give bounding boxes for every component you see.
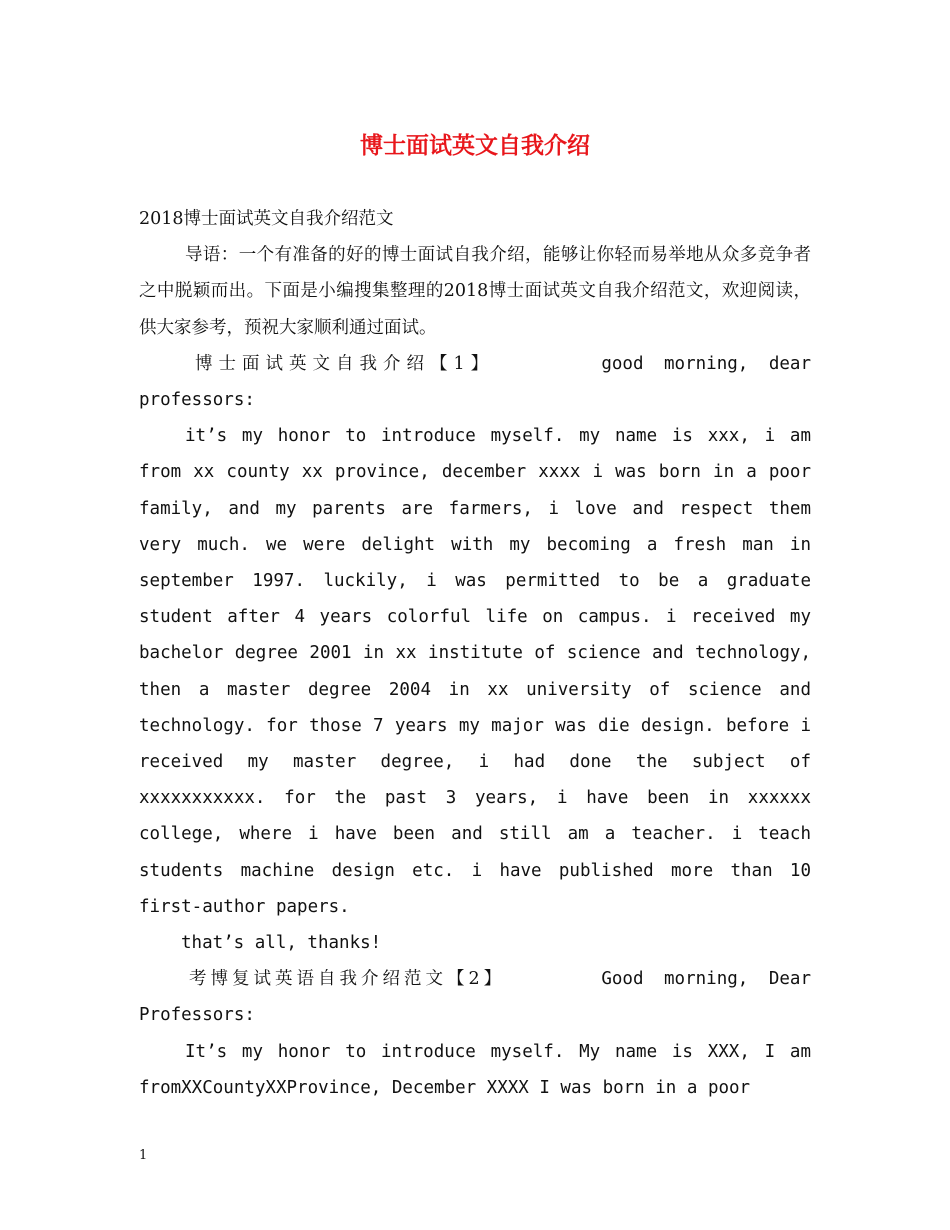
document-subtitle: 2018博士面试英文自我介绍范文 (139, 209, 394, 229)
section-2-body: It’s my honor to introduce myself. My name is XXX, I am fromXXCountyXXProvince, December XXXX I was born in a poor (139, 1041, 811, 1098)
section-2-greeting: Good morning, Dear (601, 969, 811, 990)
section-1-heading-line (139, 346, 811, 382)
section-1-greeting: good morning, dear (601, 353, 811, 374)
document-title: 博士面试英文自我介绍 (360, 132, 590, 159)
section-2-heading: 考博复试英语自我介绍范文【2】 (189, 969, 506, 990)
intro-paragraph: 导语：一个有准备的好的博士面试自我介绍，能够让你轻而易举地从众多竞争者之中脱颖而出。下面是小编搜集整理的2018博士面试英文自我介绍范文，欢迎阅读，供大家参考，预祝大家顺利通过面试。 (139, 245, 811, 338)
document-body (139, 201, 811, 1106)
section-1-heading: 博士面试英文自我介绍【1】 (195, 353, 495, 374)
section-1-body: it’s my honor to introduce myself. my name is xxx, i am from xx county xx province, december xxxx i was born in a poor family, and my parents are farmers, i love and respect them very much. we were delight with my becoming a fresh man in september 1997. luckily, i was permitted to be a graduate student after 4 years colorful life on campus. i received my bachelor degree 2001 in xx institute of science and technology, then a master degree 2004 in xx university of science and technology. for those 7 years my major was die design. before i received my master degree, i had done the subject of xxxxxxxxxxx. for the past 3 years, i have been in xxxxxx college, where i have been and still am a teacher. i teach students machine design etc. i have published more than 10 first-author papers. (139, 426, 811, 917)
section-1-greeting-end: professors: (139, 390, 255, 411)
page-number: 1 (139, 1148, 148, 1163)
section-2-heading-line (139, 961, 811, 997)
section-2-greeting-end: Professors: (139, 1005, 255, 1026)
section-1-closing: that’s all, thanks! (181, 933, 382, 954)
